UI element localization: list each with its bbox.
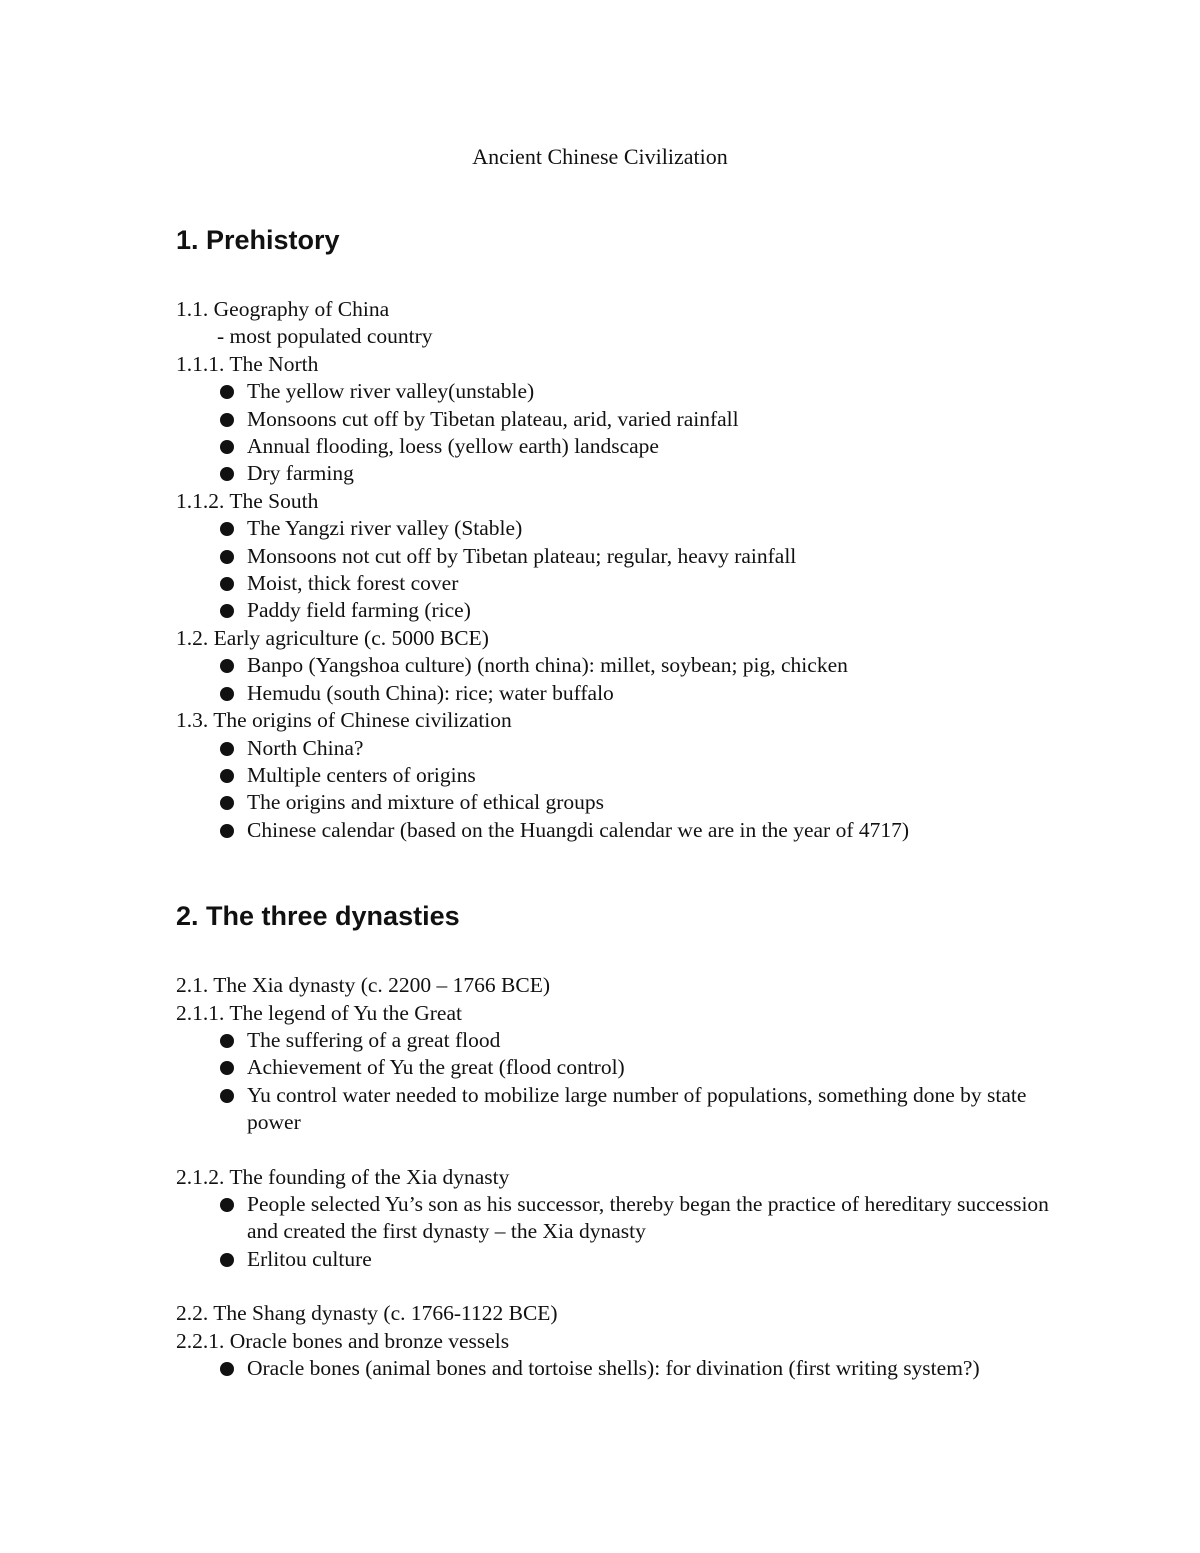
bullet-icon	[220, 659, 234, 673]
bullet-item	[176, 1054, 1056, 1081]
bullet-icon	[220, 1253, 234, 1267]
bullet-icon	[220, 440, 234, 454]
bullet-icon	[220, 413, 234, 427]
bullet-text: Multiple centers of origins	[247, 762, 476, 787]
bullet-item	[176, 433, 1056, 460]
bullet-text: Achievement of Yu the great (flood control)	[247, 1055, 625, 1080]
bullet-icon	[220, 1061, 234, 1075]
bullet-text: Erlitou culture	[247, 1246, 372, 1271]
bullet-item	[176, 762, 1056, 789]
bullet-icon	[220, 796, 234, 810]
bullet-text: The origins and mixture of ethical groups	[247, 790, 605, 815]
bullet-text: Monsoons cut off by Tibetan plateau, arid, varied rainfall	[247, 406, 739, 431]
bullet-icon	[220, 1362, 234, 1376]
bullet-text: People selected Yu’s son as his successor, thereby began the practice of hereditary succession and created the first dynasty – the Xia dynasty	[247, 1191, 1049, 1244]
section-heading: 2. The three dynasties	[176, 901, 460, 932]
bullet-text: The yellow river valley(unstable)	[247, 379, 535, 404]
bullet-item	[176, 817, 1056, 844]
bullet-icon	[220, 385, 234, 399]
bullet-text: Paddy field farming (rice)	[247, 598, 471, 623]
section-heading: 1. Prehistory	[176, 225, 340, 255]
bullet-text: Annual flooding, loess (yellow earth) landscape	[247, 434, 659, 459]
bullet-item	[176, 1246, 1056, 1273]
page-title: Ancient Chinese Civilization	[472, 144, 728, 169]
document-body	[176, 222, 1056, 1382]
bullet-item	[176, 570, 1056, 597]
outline-line: 2.2. The Shang dynasty (c. 1766-1122 BCE)	[176, 1301, 558, 1326]
bullet-text: Moist, thick forest cover	[247, 571, 459, 596]
bullet-item	[176, 1082, 1056, 1137]
outline-line: 1.1. Geography of China	[176, 297, 390, 321]
bullet-item	[176, 378, 1056, 405]
bullet-icon	[220, 604, 234, 618]
bullet-icon	[220, 687, 234, 701]
bullet-text: Hemudu (south China): rice; water buffalo	[247, 680, 614, 705]
bullet-icon	[220, 467, 234, 481]
outline-line: 1.2. Early agriculture (c. 5000 BCE)	[176, 625, 489, 650]
outline-line: 1.3. The origins of Chinese civilization	[176, 708, 512, 733]
bullet-icon	[220, 769, 234, 783]
bullet-icon	[220, 1034, 234, 1048]
heading-spacer	[176, 934, 1056, 972]
bullet-text: Banpo (Yangshoa culture) (north china): millet, soybean; pig, chicken	[247, 653, 848, 678]
bullet-item	[176, 460, 1056, 487]
bullet-text: Oracle bones (animal bones and tortoise shells): for divination (first writing system?)	[247, 1356, 980, 1380]
outline-line: 1.1.1. The North	[176, 351, 319, 376]
bullet-text: Dry farming	[247, 461, 354, 486]
bullet-text: The suffering of a great flood	[247, 1027, 501, 1052]
bullet-item	[176, 1191, 1056, 1246]
blank-line	[176, 1273, 1056, 1300]
outline-line: 1.1.2. The South	[176, 488, 319, 513]
bullet-text: Monsoons not cut off by Tibetan plateau; regular, heavy rainfall	[247, 543, 797, 568]
indented-note: - most populated country	[217, 324, 433, 349]
blank-line	[176, 1137, 1056, 1164]
bullet-text: North China?	[247, 735, 364, 760]
bullet-item	[176, 680, 1056, 707]
heading-spacer	[176, 258, 1056, 296]
bullet-icon	[220, 1089, 234, 1103]
bullet-item	[176, 406, 1056, 433]
bullet-icon	[220, 742, 234, 756]
outline-line: 2.2.1. Oracle bones and bronze vessels	[176, 1328, 510, 1353]
bullet-item	[176, 1355, 1056, 1382]
bullet-item	[176, 1027, 1056, 1054]
bullet-icon	[220, 1198, 234, 1212]
bullet-item	[176, 789, 1056, 816]
bullet-text: The Yangzi river valley (Stable)	[247, 516, 523, 541]
bullet-icon	[220, 550, 234, 564]
bullet-text: Chinese calendar (based on the Huangdi calendar we are in the year of 4717)	[247, 817, 910, 842]
outline-line: 2.1.2. The founding of the Xia dynasty	[176, 1164, 510, 1189]
bullet-icon	[220, 824, 234, 838]
bullet-text: Yu control water needed to mobilize large number of populations, something done by state power	[247, 1082, 1027, 1135]
outline-line: 2.1.1. The legend of Yu the Great	[176, 1000, 462, 1025]
bullet-item	[176, 652, 1056, 679]
bullet-item	[176, 597, 1056, 624]
bullet-item	[176, 515, 1056, 542]
bullet-icon	[220, 577, 234, 591]
bullet-item	[176, 543, 1056, 570]
bullet-item	[176, 735, 1056, 762]
section-spacer	[176, 844, 1056, 898]
bullet-icon	[220, 522, 234, 536]
outline-line: 2.1. The Xia dynasty (c. 2200 – 1766 BCE)	[176, 973, 551, 998]
